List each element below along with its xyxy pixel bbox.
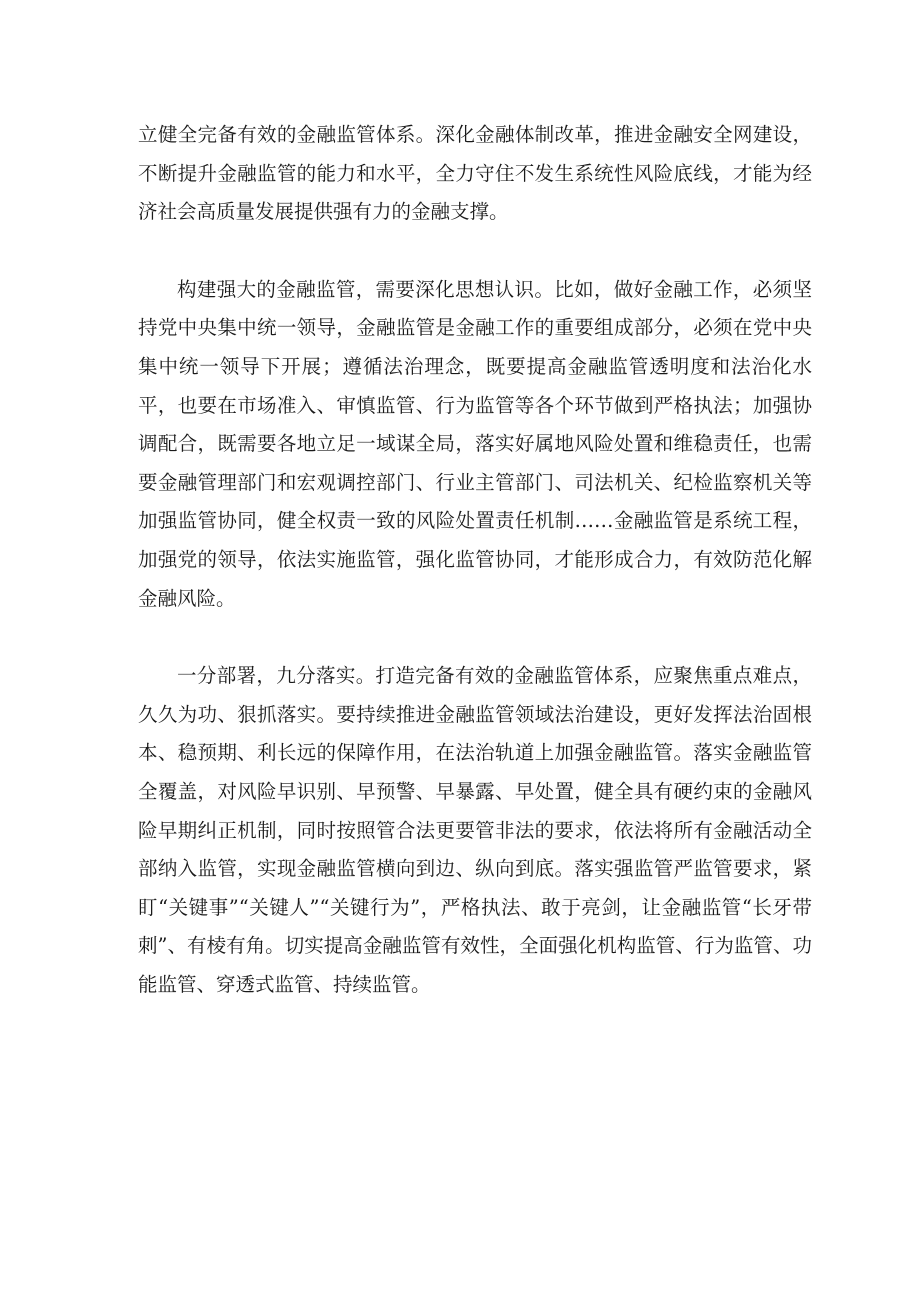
paragraph-1: 立健全完备有效的金融监管体系。深化金融体制改革，推进金融安全网建设，不断提升金融监管的能力和水平，全力守住不发生系统性风险底线，才能为经济社会高质量发展提供强有力的金融支撑。 bbox=[138, 123, 812, 224]
paragraph-3: 一分部署，九分落实。打造完备有效的金融监管体系，应聚焦重点难点，久久为功、狠抓落实。要持续推进金融监管领域法治建设，更好发挥法治固根本、稳预期、利长远的保障作用，在法治轨道上加强金融监管。落实金融监管全覆盖，对风险早识别、早预警、早暴露、早处置，健全具有硬约束的金融风险早期纠正机制，同时按照管合法更要管非法的要求，依法将所有金融活动全部纳入监管，实现金融监管横向到边、纵向到底。落实强监管严监管要求，紧盯“关键事”“关键人”“关键行为”，严格执法、敢于亮剑，让金融监管“长牙带刺”、有棱有角。切实提高金融监管有效性，全面强化机构监管、行为监管、功能监管、穿透式监管、持续监管。 bbox=[138, 664, 812, 996]
paragraph-2: 构建强大的金融监管，需要深化思想认识。比如，做好金融工作，必须坚持党中央集中统一领导，金融监管是金融工作的重要组成部分，必须在党中央集中统一领导下开展；遵循法治理念，既要提高金融监管透明度和法治化水平，也要在市场准入、审慎监管、行为监管等各个环节做到严格执法；加强协调配合，既需要各地立足一域谋全局，落实好属地风险处置和维稳责任，也需要金融管理部门和宏观调控部门、行业主管部门、司法机关、纪检监察机关等加强监管协同，健全权责一致的风险处置责任机制……金融监管是系统工程，加强党的领导，依法实施监管，强化监管协同，才能形成合力，有效防范化解金融风险。 bbox=[138, 277, 812, 610]
document-body bbox=[138, 116, 812, 1004]
